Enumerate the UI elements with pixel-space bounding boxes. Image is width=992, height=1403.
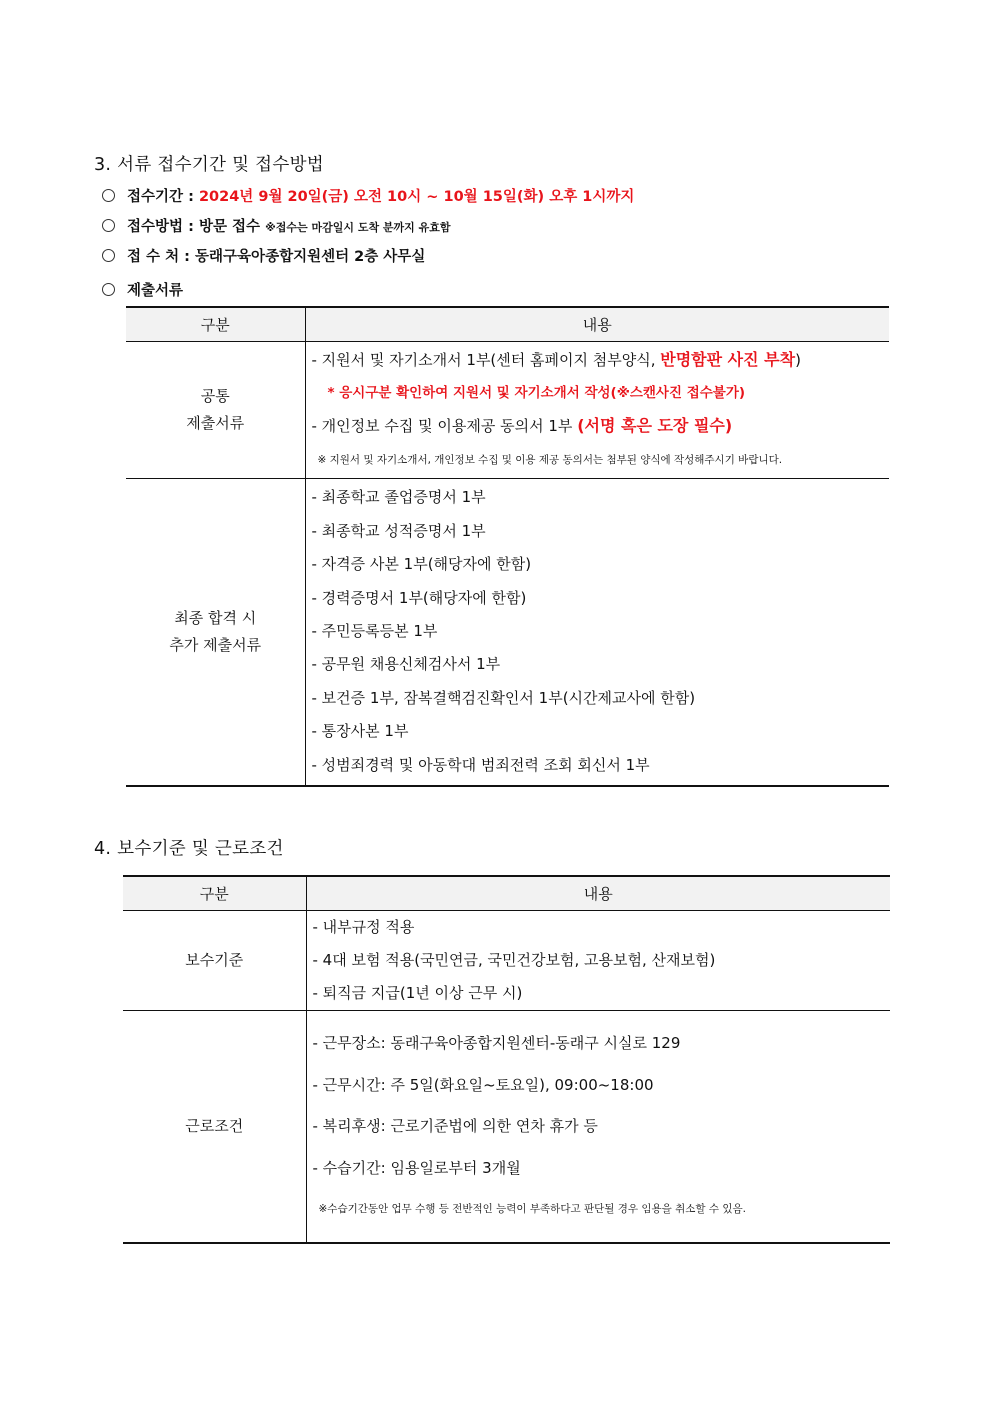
circle-bullet-icon — [102, 219, 115, 232]
header-content: 내용 — [305, 307, 889, 342]
place-label: 접 수 처 : — [127, 249, 190, 265]
list-item: - 공무원 채용신체검사서 1부 — [311, 655, 501, 674]
list-item: - 통장사본 1부 — [311, 722, 409, 741]
final-category-line2: 추가 제출서류 — [169, 635, 262, 654]
final-content — [305, 479, 889, 786]
list-item: - 주민등록등본 1부 — [311, 622, 438, 641]
documents-table — [126, 306, 889, 787]
docs-row — [102, 279, 183, 300]
work-category: 근로조건 — [123, 1011, 306, 1243]
period-value: 2024년 9월 20일(금) 오전 10시 ~ 10월 15일(화) 오후 1시까지 — [198, 189, 635, 205]
place-row — [102, 245, 425, 266]
list-item: - 성범죄경력 및 아동학대 범죄전력 조회 회신서 1부 — [311, 755, 650, 774]
header-category: 구분 — [126, 307, 305, 342]
common-line2: * 응시구분 확인하여 지원서 및 자기소개서 작성(※스캔사진 접수불가) — [327, 385, 746, 401]
list-item: - 최종학교 졸업증명서 1부 — [311, 488, 486, 507]
list-item: - 근무장소: 동래구육아종합지원센터-동래구 시실로 129 — [312, 1034, 681, 1053]
place-value: 동래구육아종합지원센터 2층 사무실 — [195, 249, 426, 265]
common-category — [126, 342, 305, 479]
common-note: ※ 지원서 및 자기소개서, 개인정보 수집 및 이용 제공 동의서는 첨부된 양식에 작성해주시기 바랍니다. — [317, 454, 783, 466]
list-item: - 복리후생: 근로기준법에 의한 연차 휴가 등 — [312, 1117, 598, 1136]
method-label: 접수방법 : — [127, 219, 194, 235]
work-content — [306, 1011, 890, 1243]
method-value: 방문 접수 — [198, 219, 261, 235]
header-content: 내용 — [306, 876, 890, 911]
list-item: - 최종학교 성적증명서 1부 — [311, 521, 486, 540]
list-item: - 보건증 1부, 잠복결핵검진확인서 1부(시간제교사에 한함) — [311, 688, 696, 707]
list-item: - 내부규정 적용 — [312, 918, 415, 936]
header-category: 구분 — [123, 876, 306, 911]
circle-bullet-icon — [102, 283, 115, 296]
period-label: 접수기간 : — [127, 189, 194, 205]
pay-category: 보수기준 — [123, 911, 306, 1011]
list-item: - 수습기간: 임용일로부터 3개월 — [312, 1158, 521, 1177]
pay-conditions-table — [123, 875, 890, 1244]
docs-label: 제출서류 — [127, 283, 184, 299]
work-note: ※수습기간동안 업무 수행 등 전반적인 능력이 부족하다고 판단될 경우 임용을 취소할 수 있음. — [318, 1203, 746, 1216]
common-category-line1: 공통 — [200, 387, 230, 405]
list-item: - 경력증명서 1부(해당자에 한함) — [311, 588, 527, 607]
method-row — [102, 215, 450, 236]
pay-content — [306, 911, 890, 1011]
common-category-line2: 제출서류 — [186, 414, 245, 432]
common-line3: - 개인정보 수집 및 이용제공 동의서 1부 (서명 혹은 도장 필수) — [311, 416, 733, 435]
section3-title: 3. 서류 접수기간 및 접수방법 — [94, 155, 325, 175]
period-row — [102, 185, 634, 206]
method-note: ※접수는 마감일시 도착 분까지 유효함 — [265, 221, 451, 234]
section4-title: 4. 보수기준 및 근로조건 — [94, 839, 284, 859]
final-category — [126, 479, 305, 786]
list-item: - 자격증 사본 1부(해당자에 한함) — [311, 555, 532, 574]
final-category-line1: 최종 합격 시 — [174, 608, 257, 627]
common-line1: - 지원서 및 자기소개서 1부(센터 홈페이지 첨부양식, 반명함판 사진 부착) — [311, 350, 801, 369]
circle-bullet-icon — [102, 249, 115, 262]
common-content — [305, 342, 889, 479]
list-item: - 4대 보험 적용(국민연금, 국민건강보험, 고용보험, 산재보험) — [312, 951, 716, 969]
list-item: - 퇴직금 지급(1년 이상 근무 시) — [312, 984, 523, 1002]
circle-bullet-icon — [102, 189, 115, 202]
list-item: - 근무시간: 주 5일(화요일~토요일), 09:00~18:00 — [312, 1075, 654, 1094]
